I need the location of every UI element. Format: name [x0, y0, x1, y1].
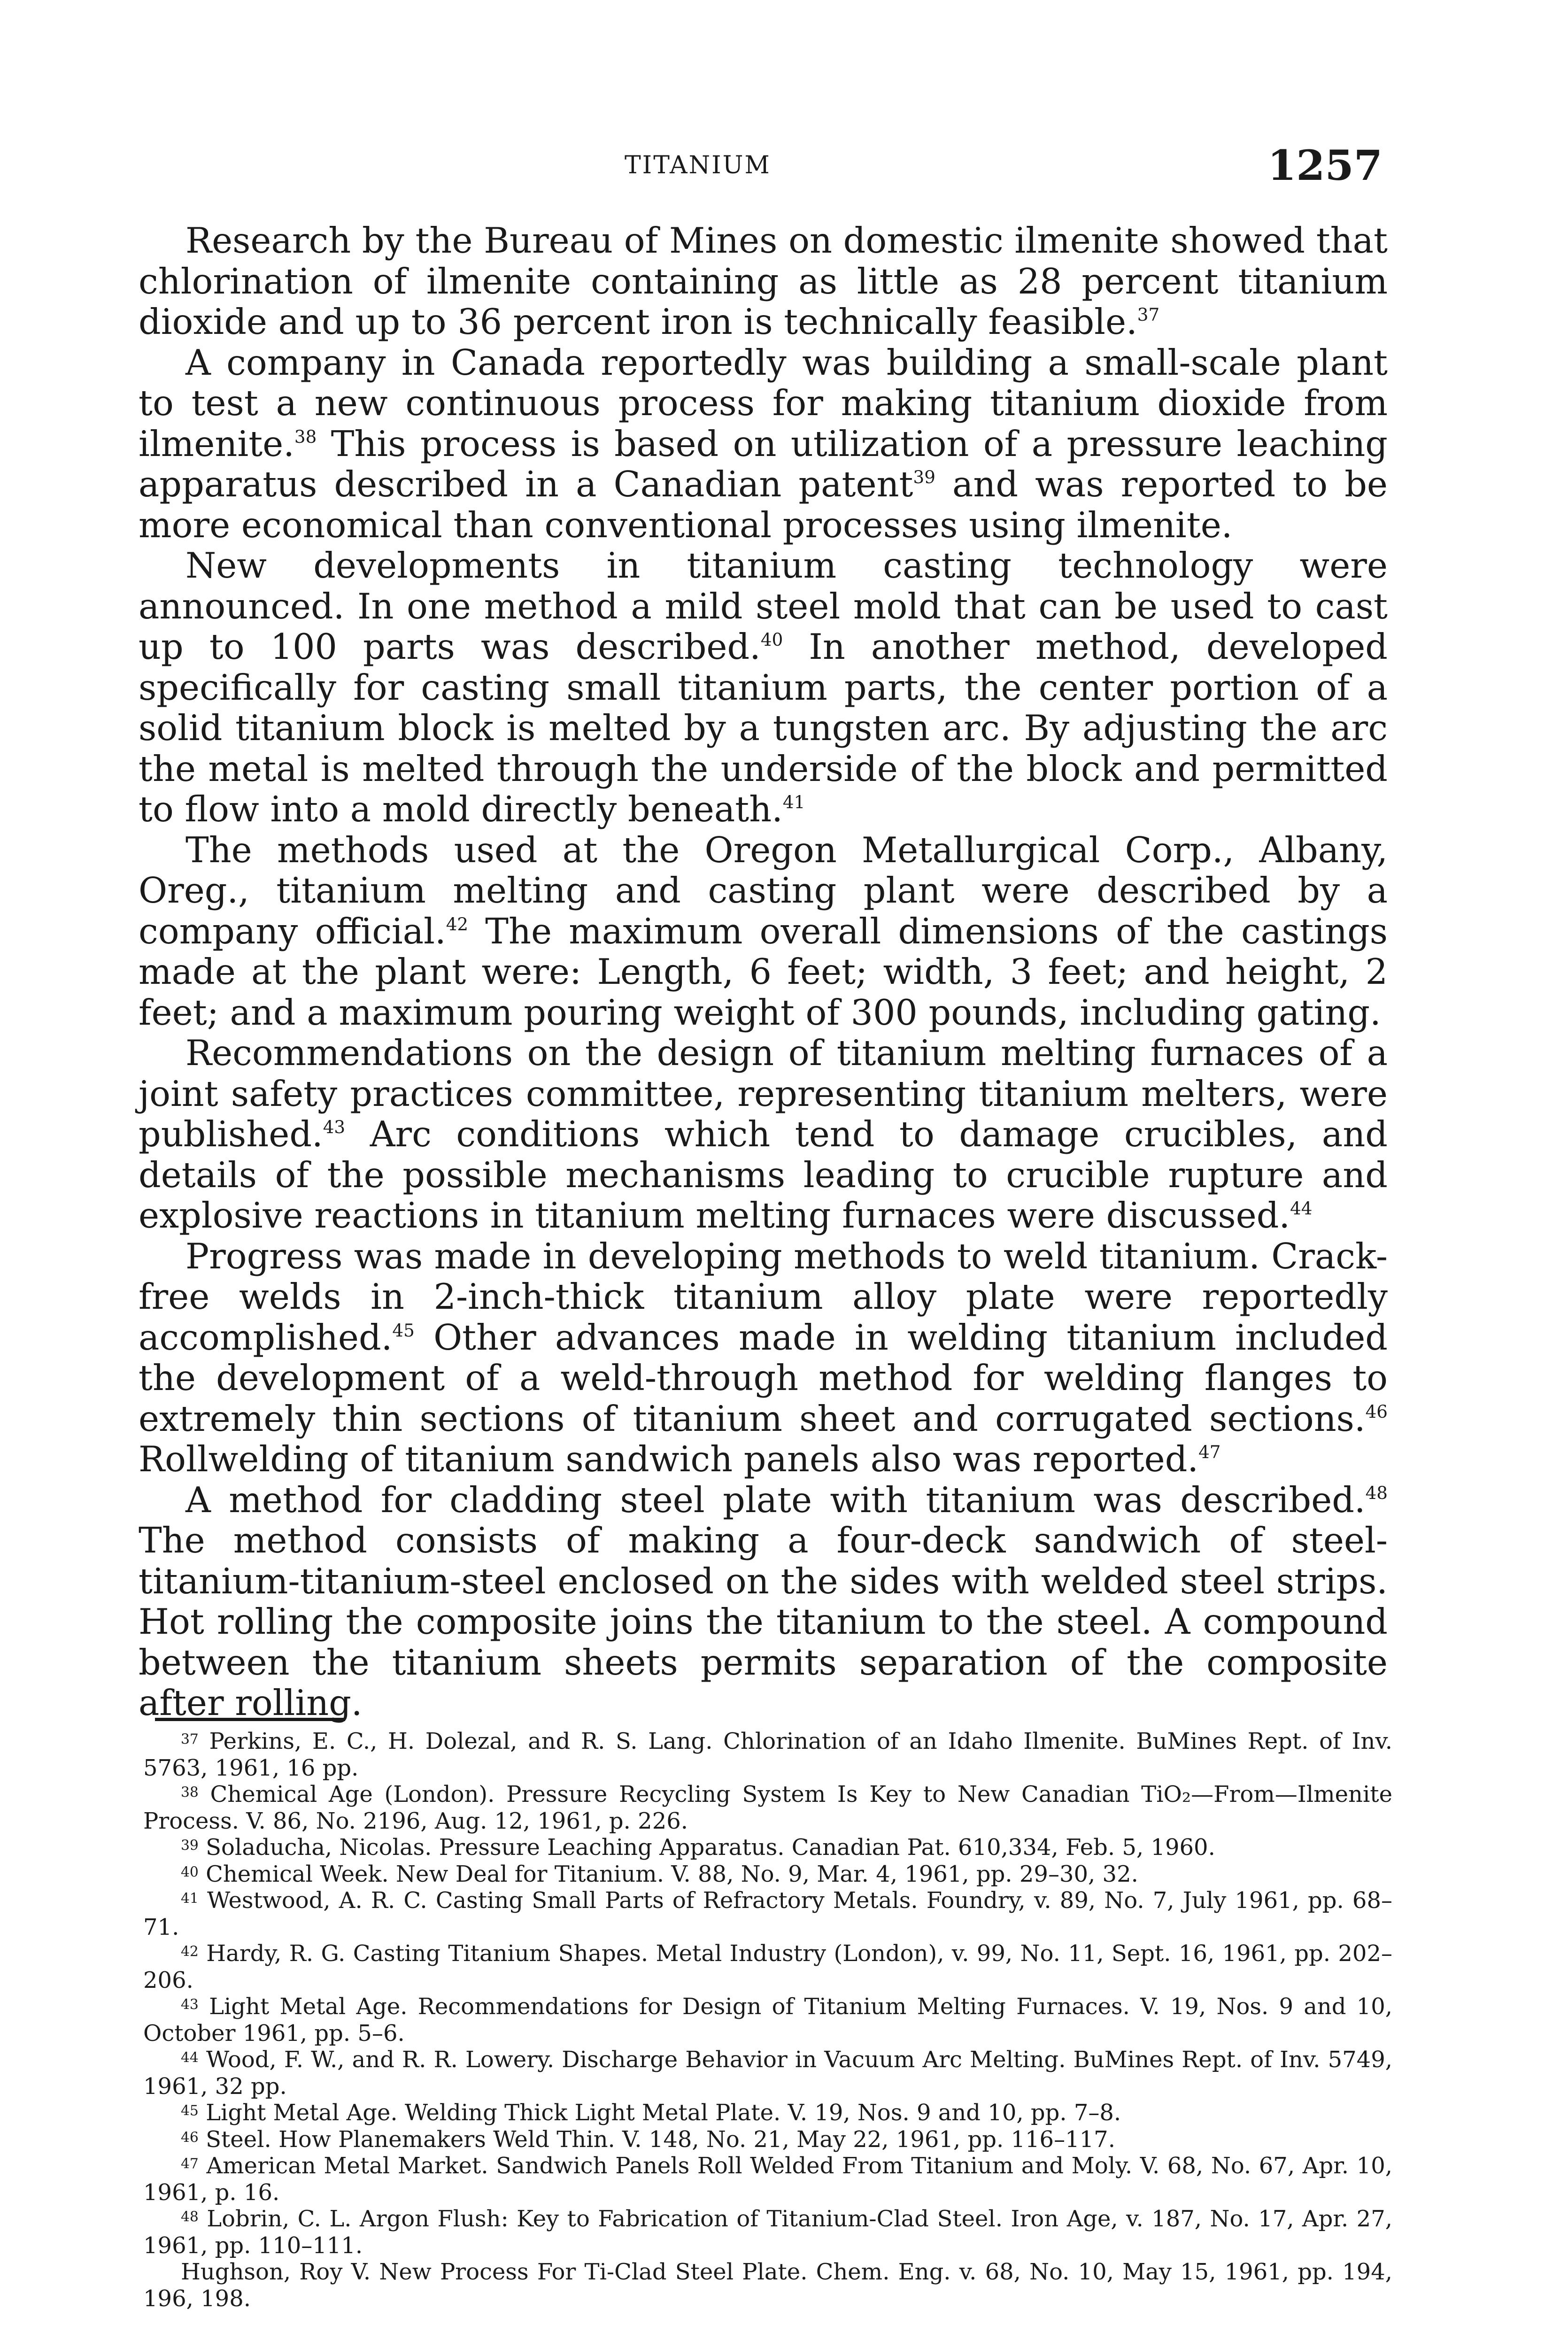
footnote-number: 48 — [181, 2209, 199, 2225]
paragraph-text: Arc conditions which tend to damage crucibles, and details of the possible mechanisms leading to crucible rupture and explosive reactions in titanium melting furnaces were discussed. — [139, 1114, 1388, 1236]
footnote-text: Light Metal Age. Welding Thick Light Metal Plate. V. 19, Nos. 9 and 10, pp. 7–8. — [206, 2100, 1121, 2126]
footnote-reference: 42 — [446, 913, 469, 935]
footnote-divider — [155, 1718, 345, 1721]
footnote-text: Light Metal Age. Recommendations for Design of Titanium Melting Furnaces. V. 19, Nos. 9 and 10, October 1961, pp. 5–6. — [143, 1993, 1392, 2047]
footnote-number: 43 — [181, 1996, 199, 2013]
body-paragraph — [139, 221, 1388, 343]
footnote-reference: 41 — [782, 792, 805, 813]
footnote-text: Wood, F. W., and R. R. Lowery. Discharge Behavior in Vacuum Arc Melting. BuMines Rept. of Inv. 5749, 1961, 32 pp. — [143, 2047, 1392, 2100]
footnote — [143, 2100, 1392, 2126]
footnote-reference: 44 — [1290, 1198, 1313, 1219]
footnote-reference: 47 — [1198, 1442, 1221, 1463]
footnote — [143, 1993, 1392, 2047]
body-paragraph — [139, 1480, 1388, 1724]
paragraph-text: The maximum overall dimensions of the castings made at the plant were: Length, 6 feet; width, 3 feet; and height, 2 feet; and a maximum pouring weight of 300 pounds, including gating. — [139, 911, 1388, 1033]
footnote-text: Lobrin, C. L. Argon Flush: Key to Fabrication of Titanium-Clad Steel. Iron Age, v. 187, No. 17, Apr. 27, 1961, pp. 110–111. — [143, 2206, 1392, 2259]
footnote-reference: 45 — [392, 1320, 415, 1341]
footnote-reference: 46 — [1365, 1401, 1388, 1422]
paragraph-text: A company in Canada reportedly was building a small-scale plant to test a new continuous process for making titanium dioxide from ilmenite. — [139, 342, 1388, 464]
footnote-reference: 38 — [294, 426, 317, 447]
footnote-text: Perkins, E. C., H. Dolezal, and R. S. Lang. Chlorination of an Idaho Ilmenite. BuMines Rept. of Inv. 5763, 1961, 16 pp. — [143, 1728, 1392, 1781]
paragraph-text: In another method, developed specifically for casting small titanium parts, the center portion of a solid titanium block is melted by a tungsten arc. By adjusting the arc the metal is melted through the underside of the block and permitted to flow into a mold directly beneath. — [139, 626, 1388, 830]
footnote-number: 47 — [181, 2155, 199, 2172]
footnote — [143, 1728, 1392, 1781]
footnote — [143, 1861, 1392, 1888]
paragraph-text: Other advances made in welding titanium included the development of a weld-through method for welding flanges to extremely thin sections of titanium sheet and corrugated sections. — [139, 1317, 1388, 1439]
body-paragraph — [139, 1236, 1388, 1480]
footnote-text: Westwood, A. R. C. Casting Small Parts of Refractory Metals. Foundry, v. 89, No. 7, July 1961, pp. 68–71. — [143, 1887, 1392, 1940]
footnote — [143, 1887, 1392, 1940]
footnote-number: 37 — [181, 1731, 199, 1748]
footnote-number: 42 — [181, 1943, 199, 1960]
body-paragraph — [139, 830, 1388, 1034]
paragraph-text: and was reported to be more economical than conventional processes using ilmenite. — [139, 464, 1388, 546]
footnote — [143, 1940, 1392, 1993]
footnote-reference: 43 — [323, 1117, 346, 1138]
body-paragraph — [139, 546, 1388, 830]
paragraph-text: Recommendations on the design of titanium melting furnaces of a joint safety practices committee, representing titanium melters, were published. — [139, 1033, 1388, 1155]
footnote-number: 44 — [181, 2049, 199, 2066]
footnote-number: 40 — [181, 1864, 199, 1881]
paragraph-text: The methods used at the Oregon Metallurgical Corp., Albany, Oreg., titanium melting and casting plant were described by a company official. — [139, 829, 1388, 952]
footnote — [143, 2153, 1392, 2206]
footnote-number: 46 — [181, 2129, 199, 2146]
page-number: 1257 — [1267, 141, 1383, 190]
paragraph-text: The method consists of making a four-deck sandwich of steel-titanium-titanium-steel enclosed on the sides with welded steel strips. Hot rolling the composite joins the titanium to the steel. A compound between the titanium sheets permits separation of the composite after rolling. — [139, 1520, 1388, 1723]
running-title: TITANIUM — [625, 151, 771, 179]
body-paragraph — [139, 1033, 1388, 1236]
footnote-number: 41 — [181, 1890, 199, 1907]
footnote-reference: 39 — [913, 467, 935, 488]
footnote — [143, 1781, 1392, 1834]
footnote-reference: 48 — [1365, 1482, 1388, 1503]
footnote-text: Chemical Age (London). Pressure Recycling System Is Key to New Canadian TiO₂—From—Ilmenite Process. V. 86, No. 2196, Aug. 12, 1961, p. 226. — [143, 1781, 1392, 1834]
footnotes — [143, 1728, 1392, 2312]
running-head — [0, 141, 1568, 193]
footnote-reference: 40 — [760, 629, 783, 650]
footnote — [143, 2206, 1392, 2259]
footnote-number: 39 — [181, 1837, 199, 1854]
paragraph-text: This process is based on utilization of a pressure leaching apparatus described in a Canadian patent — [139, 423, 1388, 505]
footnote-text: Soladucha, Nicolas. Pressure Leaching Apparatus. Canadian Pat. 610,334, Feb. 5, 1960. — [206, 1834, 1215, 1861]
footnote-text: Hughson, Roy V. New Process For Ti-Clad Steel Plate. Chem. Eng. v. 68, No. 10, May 15, 1961, pp. 194, 196, 198. — [143, 2259, 1392, 2312]
footnote-reference: 37 — [1137, 304, 1160, 325]
footnote-text: Steel. How Planemakers Weld Thin. V. 148, No. 21, May 22, 1961, pp. 116–117. — [206, 2126, 1115, 2153]
footnote — [143, 2047, 1392, 2100]
footnote — [143, 2259, 1392, 2312]
body-paragraph — [139, 343, 1388, 546]
paragraph-text: New developments in titanium casting technology were announced. In one method a mild steel mold that can be used to cast up to 100 parts was described. — [139, 545, 1388, 667]
paragraph-text: Research by the Bureau of Mines on domestic ilmenite showed that chlorination of ilmenite containing as little as 28 percent titanium dioxide and up to 36 percent iron is technically feasible. — [139, 220, 1388, 342]
body-text — [139, 221, 1388, 1724]
paragraph-text: A method for cladding steel plate with titanium was described. — [185, 1479, 1366, 1521]
footnote — [143, 2126, 1392, 2153]
footnote-text: Hardy, R. G. Casting Titanium Shapes. Metal Industry (London), v. 99, No. 11, Sept. 16, 1961, pp. 202–206. — [143, 1940, 1392, 1993]
footnote-number: 38 — [181, 1784, 199, 1801]
footnote — [143, 1834, 1392, 1861]
paragraph-text: Rollwelding of titanium sandwich panels also was reported. — [139, 1439, 1199, 1480]
footnote-number: 45 — [181, 2102, 199, 2119]
footnote-text: Chemical Week. New Deal for Titanium. V. 88, No. 9, Mar. 4, 1961, pp. 29–30, 32. — [206, 1861, 1138, 1887]
footnote-text: American Metal Market. Sandwich Panels Roll Welded From Titanium and Moly. V. 68, No. 67, Apr. 10, 1961, p. 16. — [143, 2153, 1392, 2206]
paragraph-text: Progress was made in developing methods to weld titanium. Crack-free welds in 2-inch-thick titanium alloy plate were reportedly accomplished. — [139, 1236, 1388, 1358]
